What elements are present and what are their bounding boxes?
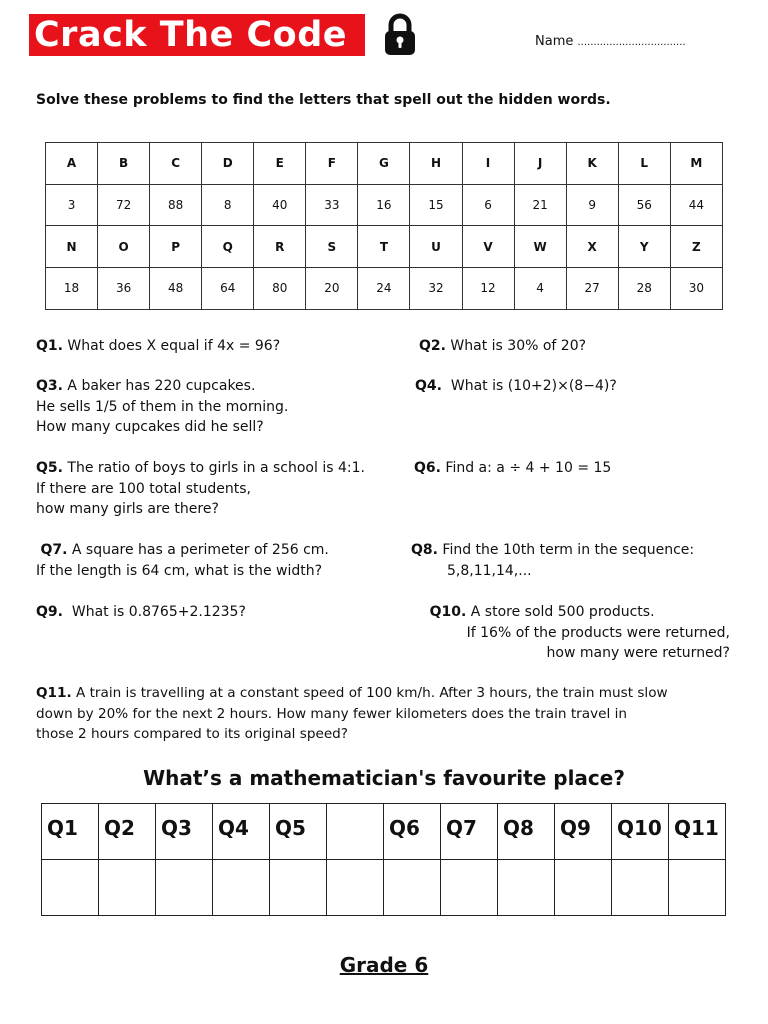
question-text: If 16% of the products were returned, [466, 624, 730, 641]
key-value-cell: 21 [514, 184, 566, 226]
instructions: Solve these problems to find the letters that spell out the hidden words. [36, 92, 611, 108]
title-banner [29, 14, 365, 56]
answer-column-label: Q4 [213, 804, 270, 860]
key-letter-cell: Y [618, 226, 670, 268]
question-text: What is 0.8765+2.1235? [71, 604, 246, 620]
key-value-cell: 64 [202, 268, 254, 310]
question-text: The ratio of boys to girls in a school is 4:1. [67, 460, 365, 476]
answer-box[interactable] [498, 860, 555, 916]
question-text: how many girls are there? [36, 501, 219, 517]
key-value-cell: 3 [46, 184, 98, 226]
question-label: Q9. [36, 604, 63, 620]
key-letter-cell: K [566, 143, 618, 185]
question-label: Q11. [36, 685, 72, 701]
answer-box[interactable] [156, 860, 213, 916]
key-letter-cell: W [514, 226, 566, 268]
code-key-table [45, 142, 723, 310]
key-value-cell: 24 [358, 268, 410, 310]
key-letter-cell: J [514, 143, 566, 185]
key-letter-cell: P [150, 226, 202, 268]
name-field[interactable] [535, 34, 686, 49]
answer-column-label: Q5 [270, 804, 327, 860]
question-3 [36, 376, 288, 438]
name-label: Name [535, 34, 574, 49]
key-letter-cell: V [462, 226, 514, 268]
question-6 [414, 458, 611, 479]
answer-box[interactable] [612, 860, 669, 916]
question-text: If there are 100 total students, [36, 480, 251, 497]
key-letter-row [46, 226, 723, 268]
key-letter-cell: X [566, 226, 618, 268]
question-text: If the length is 64 cm, what is the width? [36, 562, 323, 579]
key-letter-cell: E [254, 143, 306, 185]
key-letter-row [46, 143, 723, 185]
answer-heading: What’s a mathematician's favourite place? [143, 766, 625, 790]
answer-header-row [42, 804, 726, 860]
question-label: Q3. [36, 378, 63, 394]
key-letter-cell: S [306, 226, 358, 268]
lock-icon [383, 12, 417, 56]
question-text: down by 20% for the next 2 hours. How many fewer kilometers does the train travel in [36, 705, 627, 722]
question-text: A baker has 220 cupcakes. [67, 378, 256, 394]
key-letter-cell: R [254, 226, 306, 268]
question-text: Find the 10th term in the sequence: [442, 542, 695, 558]
key-value-cell: 4 [514, 268, 566, 310]
key-letter-cell: G [358, 143, 410, 185]
key-letter-cell: Q [202, 226, 254, 268]
key-value-cell: 18 [46, 268, 98, 310]
key-value-cell: 56 [618, 184, 670, 226]
key-value-cell: 6 [462, 184, 514, 226]
key-letter-cell: Z [670, 226, 722, 268]
question-label: Q6. [414, 460, 441, 476]
answer-box[interactable] [99, 860, 156, 916]
answer-column-label: Q10 [612, 804, 669, 860]
key-value-cell: 32 [410, 268, 462, 310]
question-label: Q2. [419, 338, 446, 354]
question-text: How many cupcakes did he sell? [36, 419, 264, 435]
key-letter-cell: N [46, 226, 98, 268]
key-value-row [46, 268, 723, 310]
question-2 [419, 336, 586, 357]
question-text: those 2 hours compared to its original speed? [36, 726, 349, 742]
question-text: He sells 1/5 of them in the morning. [36, 398, 289, 415]
key-value-cell: 30 [670, 268, 722, 310]
question-text: What is 30% of 20? [450, 338, 587, 354]
question-11 [36, 683, 668, 745]
answer-column-label: Q2 [99, 804, 156, 860]
key-value-cell: 9 [566, 184, 618, 226]
grade-label: Grade 6 [339, 953, 429, 977]
question-text: A square has a perimeter of 256 cm. [71, 542, 329, 558]
key-value-cell: 88 [150, 184, 202, 226]
answer-box[interactable] [213, 860, 270, 916]
question-5 [36, 458, 365, 520]
answer-box[interactable] [42, 860, 99, 916]
page-title: Crack The Code [34, 15, 348, 55]
answer-box[interactable] [441, 860, 498, 916]
question-text: A store sold 500 products. [470, 604, 655, 620]
key-value-cell: 15 [410, 184, 462, 226]
question-label: Q10. [429, 604, 467, 620]
key-letter-cell: F [306, 143, 358, 185]
question-text: 5,8,11,14,... [447, 562, 532, 579]
answer-column-label: Q8 [498, 804, 555, 860]
key-letter-cell: O [98, 226, 150, 268]
question-text: Find a: a ÷ 4 + 10 = 15 [445, 460, 612, 476]
key-value-cell: 72 [98, 184, 150, 226]
question-text: A train is travelling at a constant speed of 100 km/h. After 3 hours, the train must slow [75, 685, 668, 701]
question-9 [36, 602, 246, 623]
key-value-cell: 28 [618, 268, 670, 310]
key-value-cell: 12 [462, 268, 514, 310]
question-label: Q8. [411, 542, 438, 558]
answer-box[interactable] [384, 860, 441, 916]
question-label: Q1. [36, 338, 63, 354]
key-value-cell: 48 [150, 268, 202, 310]
key-letter-cell: U [410, 226, 462, 268]
answer-column-label [327, 804, 384, 860]
key-value-cell: 80 [254, 268, 306, 310]
answer-column-label: Q1 [42, 804, 99, 860]
answer-box[interactable] [270, 860, 327, 916]
key-value-cell: 8 [202, 184, 254, 226]
key-letter-cell: H [410, 143, 462, 185]
answer-input-row [42, 860, 726, 916]
answer-box[interactable] [327, 860, 384, 916]
question-label: Q5. [36, 460, 63, 476]
question-1 [36, 336, 280, 357]
question-text: how many were returned? [546, 645, 730, 661]
key-value-cell: 27 [566, 268, 618, 310]
key-letter-cell: T [358, 226, 410, 268]
answer-box[interactable] [555, 860, 612, 916]
question-text: What does X equal if 4x = 96? [67, 338, 281, 354]
key-value-cell: 20 [306, 268, 358, 310]
question-label: Q7. [40, 542, 68, 558]
key-value-cell: 44 [670, 184, 722, 226]
question-7 [36, 540, 329, 581]
key-letter-cell: D [202, 143, 254, 185]
key-letter-cell: C [150, 143, 202, 185]
key-letter-cell: A [46, 143, 98, 185]
key-letter-cell: M [670, 143, 722, 185]
key-letter-cell: L [618, 143, 670, 185]
answer-column-label: Q11 [669, 804, 726, 860]
key-value-cell: 33 [306, 184, 358, 226]
question-text: What is (10+2)×(8−4)? [450, 378, 617, 394]
key-letter-cell: I [462, 143, 514, 185]
answer-column-label: Q3 [156, 804, 213, 860]
key-letter-cell: B [98, 143, 150, 185]
name-line: .................................. [577, 37, 686, 48]
question-4 [415, 376, 617, 397]
question-10 [430, 602, 730, 664]
key-value-row [46, 184, 723, 226]
answer-grid [41, 803, 726, 916]
key-value-cell: 40 [254, 184, 306, 226]
key-value-cell: 16 [358, 184, 410, 226]
key-value-cell: 36 [98, 268, 150, 310]
answer-column-label: Q9 [555, 804, 612, 860]
answer-column-label: Q6 [384, 804, 441, 860]
answer-column-label: Q7 [441, 804, 498, 860]
question-label: Q4. [415, 378, 442, 394]
answer-box[interactable] [669, 860, 726, 916]
question-8 [411, 540, 694, 581]
